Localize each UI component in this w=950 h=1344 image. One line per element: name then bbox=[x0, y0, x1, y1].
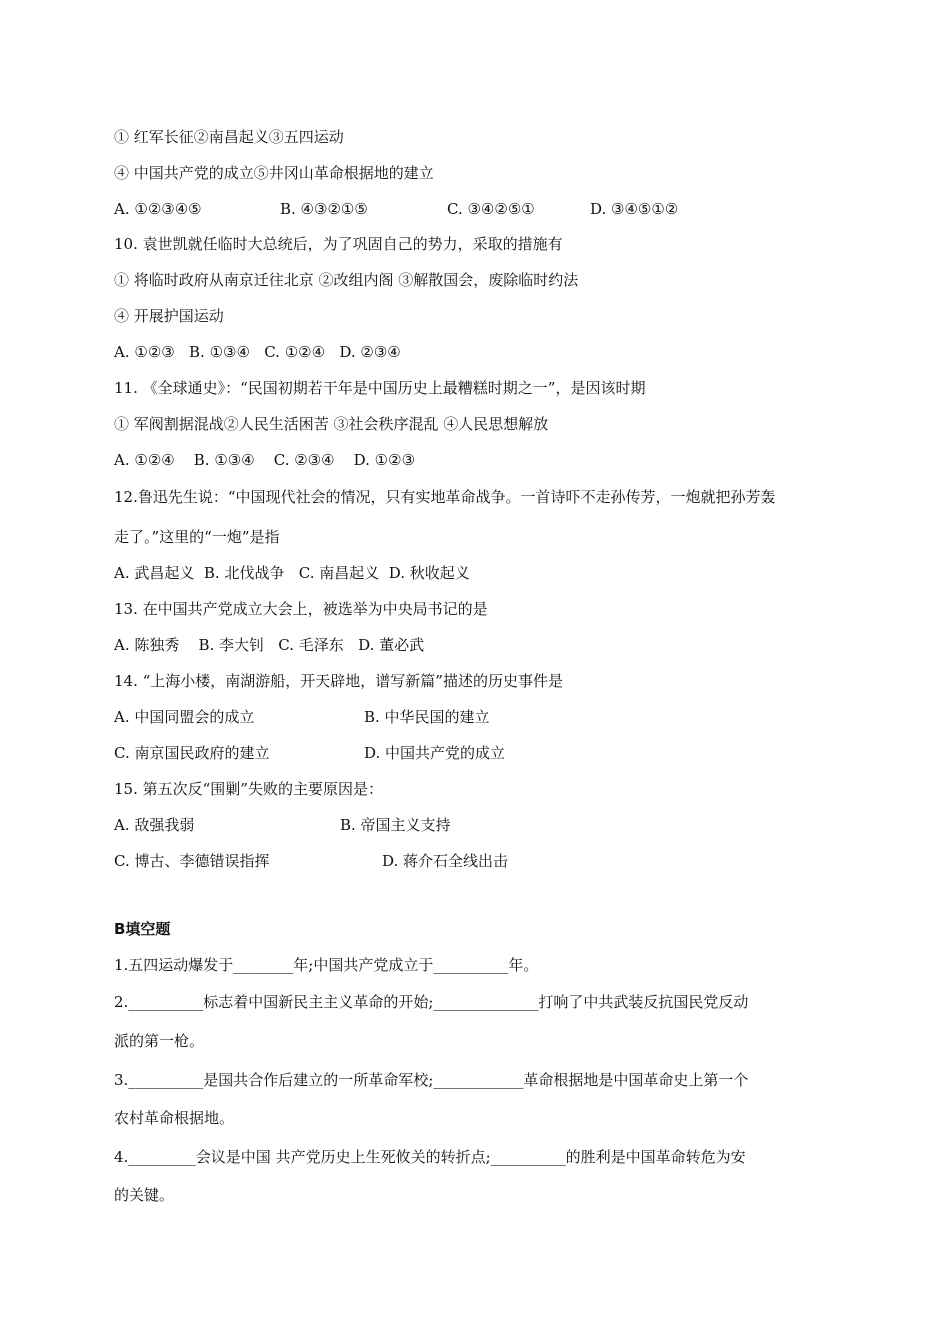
fill-in-4-line-2: 的关键。 bbox=[114, 1186, 175, 1204]
fill-in-4-line-1: 4._________会议是中国 共产党历史上生死攸关的转折点;__________的胜利是中国革命转危为安 bbox=[114, 1148, 746, 1166]
q9-option-a: A. ①②③④⑤ bbox=[114, 200, 202, 218]
q14-options-row-1 bbox=[114, 707, 714, 727]
q14-options-row-2 bbox=[114, 743, 714, 763]
q11-options: A. ①②④ B. ①③④ C. ②③④ D. ①②③ bbox=[114, 451, 416, 469]
q12-options: A. 武昌起义 B. 北伐战争 C. 南昌起义 D. 秋收起义 bbox=[114, 564, 470, 582]
q14-option-a: A. 中国同盟会的成立 bbox=[114, 708, 255, 726]
q15-options-row-1 bbox=[114, 815, 714, 835]
q10-item-line-1: ① 将临时政府从南京迁往北京 ②改组内阁 ③解散国会，废除临时约法 bbox=[114, 271, 579, 289]
q12-stem-line-2: 走了。”这里的“一炮”是指 bbox=[114, 528, 280, 546]
q14-option-d: D. 中国共产党的成立 bbox=[364, 744, 506, 762]
fill-in-2-line-2: 派的第一枪。 bbox=[114, 1032, 205, 1050]
q10-options: A. ①②③ B. ①③④ C. ①②④ D. ②③④ bbox=[114, 343, 401, 361]
fill-in-2-line-1: 2.__________标志着中国新民主主义革命的开始;______________打响了中共武装反抗国民党反动 bbox=[114, 993, 749, 1011]
q15-option-d: D. 蒋介石全线出击 bbox=[382, 852, 509, 870]
q14-option-c: C. 南京国民政府的建立 bbox=[114, 744, 270, 762]
q9-options bbox=[114, 199, 814, 219]
q9-item-line-1: ① 红军长征②南昌起义③五四运动 bbox=[114, 128, 344, 146]
q15-options-row-2 bbox=[114, 851, 714, 871]
q10-stem: 10. 袁世凯就任临时大总统后，为了巩固自己的势力，采取的措施有 bbox=[114, 235, 563, 253]
q11-item-line-1: ① 军阀割据混战②人民生活困苦 ③社会秩序混乱 ④人民思想解放 bbox=[114, 415, 549, 433]
q14-stem: 14. “上海小楼，南湖游船，开天辟地，谱写新篇”描述的历史事件是 bbox=[114, 672, 563, 690]
fill-in-3-line-2: 农村革命根据地。 bbox=[114, 1109, 235, 1127]
q9-option-c: C. ③④②⑤① bbox=[447, 200, 535, 218]
q9-item-line-2: ④ 中国共产党的成立⑤井冈山革命根据地的建立 bbox=[114, 164, 434, 182]
fill-in-1: 1.五四运动爆发于________年;中国共产党成立于__________年。 bbox=[114, 956, 539, 974]
q15-option-a: A. 敌强我弱 bbox=[114, 816, 195, 834]
q15-option-b: B. 帝国主义支持 bbox=[340, 816, 451, 834]
q10-item-line-2: ④ 开展护国运动 bbox=[114, 307, 224, 325]
q14-option-b: B. 中华民国的建立 bbox=[364, 708, 490, 726]
section-b-title: B填空题 bbox=[114, 920, 171, 938]
q9-option-d: D. ③④⑤①② bbox=[590, 200, 679, 218]
q13-stem: 13. 在中国共产党成立大会上，被选举为中央局书记的是 bbox=[114, 600, 488, 618]
q11-stem: 11. 《全球通史》：“民国初期若干年是中国历史上最糟糕时期之一”，是因该时期 bbox=[114, 379, 646, 397]
q12-stem-line-1: 12.鲁迅先生说：“中国现代社会的情况，只有实地革命战争。一首诗吓不走孙传芳，一炮就把孙芳轰 bbox=[114, 488, 776, 506]
q13-options: A. 陈独秀 B. 李大钊 C. 毛泽东 D. 董必武 bbox=[114, 636, 425, 654]
q15-option-c: C. 博古、李德错误指挥 bbox=[114, 852, 270, 870]
q9-option-b: B. ④③②①⑤ bbox=[280, 200, 368, 218]
q15-stem: 15. 第五次反“围剿”失败的主要原因是： bbox=[114, 780, 383, 798]
fill-in-3-line-1: 3.__________是国共合作后建立的一所革命军校;____________革命根据地是中国革命史上第一个 bbox=[114, 1071, 749, 1089]
